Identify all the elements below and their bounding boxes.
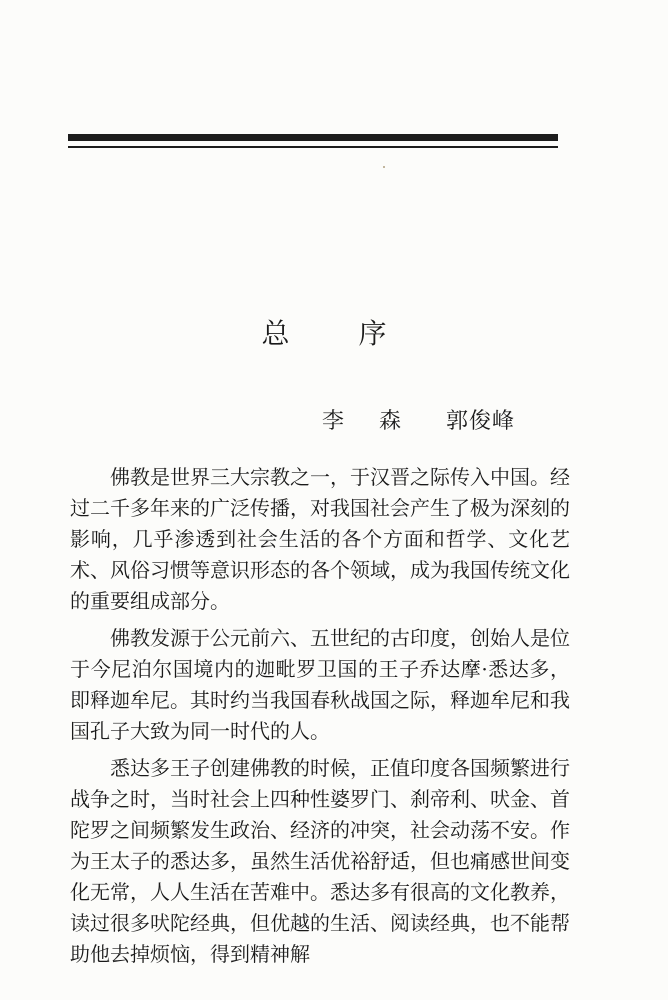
header-rule-thick bbox=[68, 134, 558, 141]
paragraph: 佛教发源于公元前六、五世纪的古印度，创始人是位于今尼泊尔国境内的迦毗罗卫国的王子乔达摩·悉达多，即释迦牟尼。其时约当我国春秋战国之际，释迦牟尼和我国孔子大致为同一时代的人。 bbox=[70, 626, 570, 743]
paragraph: 悉达多王子创建佛教的时候，正值印度各国频繁进行战争之时，当时社会上四种性婆罗门、刹帝利、吠金、首陀罗之间频繁发生政治、经济的冲突，社会动荡不安。作为王太子的悉达多，虽然生活优裕舒适，但也痛感世间变化无常，人人生活在苦难中。悉达多有很高的文化教养，读过很多吠陀经典，但优越的生活、阅读经典，也不能帮助他去掉烦恼，得到精神解 bbox=[70, 756, 570, 966]
body-text bbox=[70, 462, 570, 976]
paper-speck bbox=[383, 166, 385, 168]
authors-line bbox=[322, 404, 515, 435]
header-rule-thin bbox=[68, 146, 558, 148]
page-title: 总 序 bbox=[261, 317, 417, 350]
paragraph: 佛教是世界三大宗教之一，于汉晋之际传入中国。经过二千多年来的广泛传播，对我国社会产生了极为深刻的影响，几乎渗透到社会生活的各个方面和哲学、文化艺术、风俗习惯等意识形态的各个领域，成为我国传统文化的重要组成部分。 bbox=[70, 465, 570, 613]
author-name: 郭俊峰 bbox=[446, 409, 516, 434]
author-name: 李 森 bbox=[322, 409, 415, 434]
